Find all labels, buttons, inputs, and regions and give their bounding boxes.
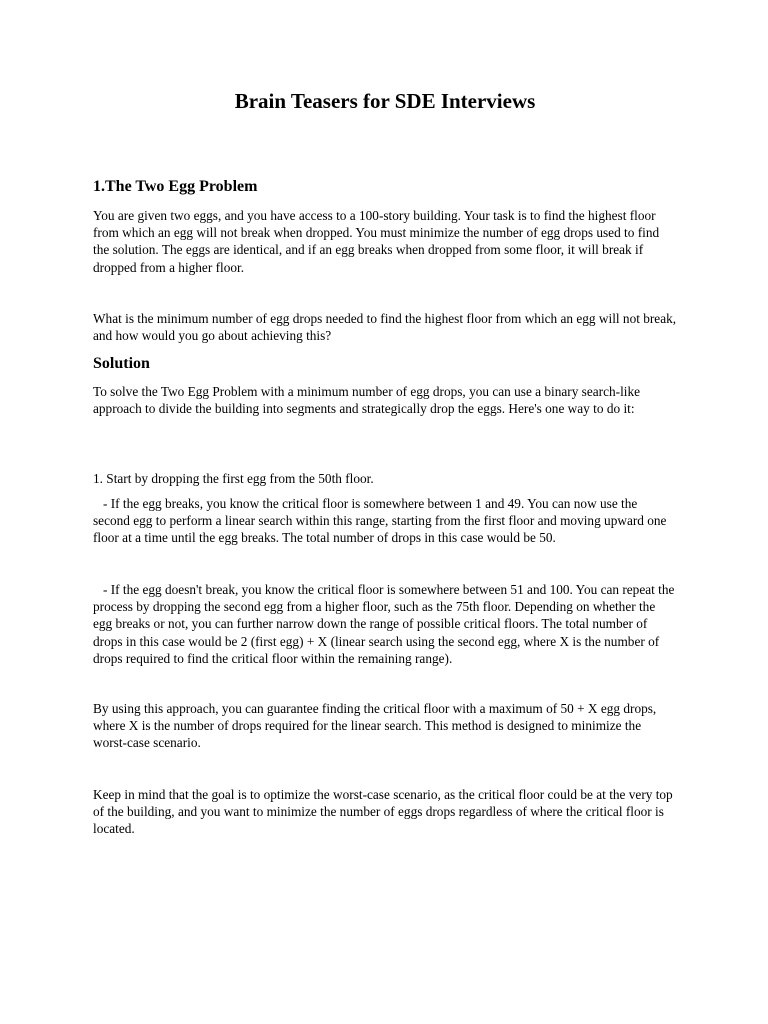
document-title: Brain Teasers for SDE Interviews <box>234 89 536 113</box>
case-egg-not-breaks: - If the egg doesn't break, you know the critical floor is somewhere between 51 and 100. You can repeat the process by dropping the second egg from a higher floor, such as the 75th floor. Depending on whether the egg breaks or not, you can further narrow down the range of possible critical floors. The total number of drops in this case would be 2 (first egg) + X (linear search using the second egg, where X is the number of drops required to find the critical floor within the remaining range). <box>93 582 678 666</box>
solution-intro: To solve the Two Egg Problem with a minimum number of egg drops, you can use a binary search-like approach to divide the building into segments and strategically drop the eggs. Here's one way to do it: <box>93 384 641 417</box>
step-1: 1. Start by dropping the first egg from the 50th floor. <box>93 471 374 486</box>
section-heading: 1.The Two Egg Problem <box>93 178 258 195</box>
closing-paragraph: Keep in mind that the goal is to optimize the worst-case scenario, as the critical floor could be at the very top of the building, and you want to minimize the number of eggs drops regardless of where the critical floor is located. <box>93 787 673 837</box>
guarantee-paragraph: By using this approach, you can guarantee finding the critical floor with a maximum of 50 + X egg drops, where X is the number of drops required for the linear search. This method is designed to minimize the worst-case scenario. <box>93 701 657 751</box>
solution-heading: Solution <box>93 355 150 372</box>
question-paragraph: What is the minimum number of egg drops needed to find the highest floor from which an egg will not break, and how would you go about achieving this? <box>93 311 677 344</box>
case-egg-breaks: - If the egg breaks, you know the critical floor is somewhere between 1 and 49. You can now use the second egg to perform a linear search within this range, starting from the first floor and moving upward one floor at a time until the egg breaks. The total number of drops in this case would be 50. <box>93 496 670 546</box>
problem-paragraph: You are given two eggs, and you have access to a 100-story building. Your task is to find the highest floor from which an egg will not break when dropped. You must minimize the number of egg drops used to find the solution. The eggs are identical, and if an egg breaks when dropped from some floor, it will break if dropped from a higher floor. <box>93 208 660 275</box>
